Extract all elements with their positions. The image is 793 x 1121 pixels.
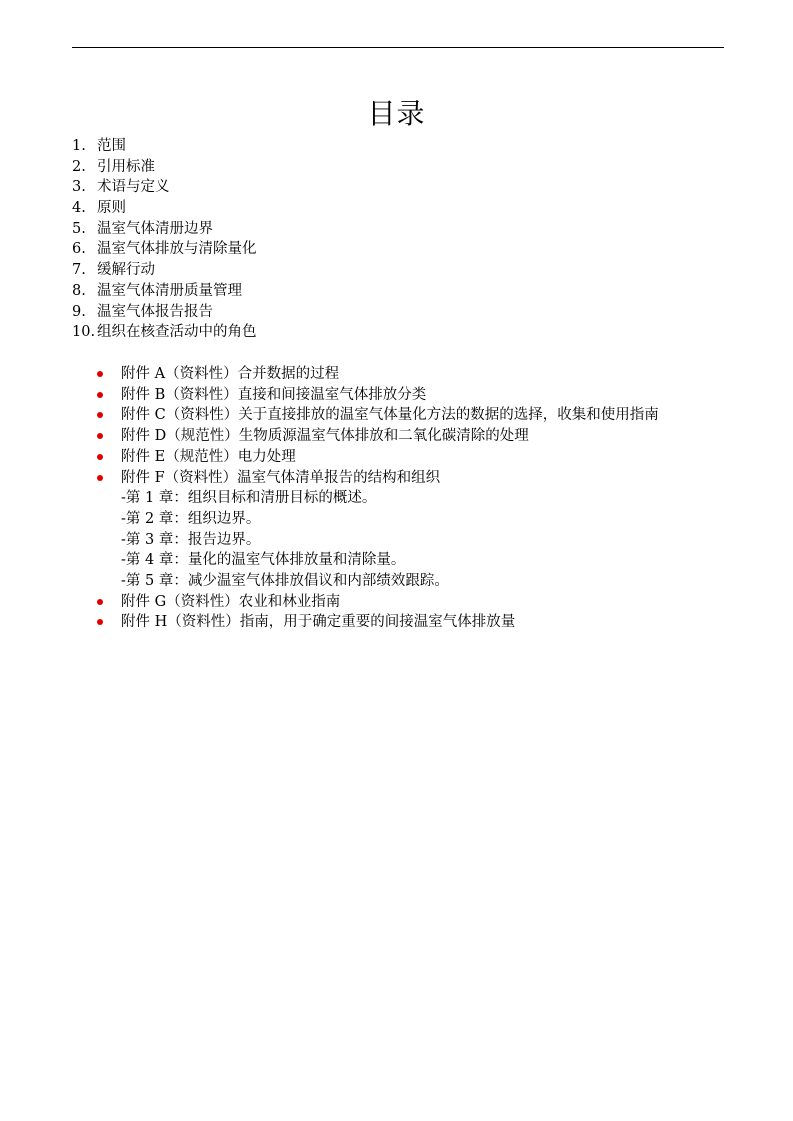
toc-label: 温室气体清册边界 <box>97 220 213 237</box>
toc-item <box>72 302 257 323</box>
toc-label: 引用标准 <box>97 158 155 175</box>
toc-number: 10. <box>72 324 96 341</box>
toc-label: 范围 <box>97 138 126 154</box>
bullet-icon <box>97 475 103 481</box>
table-of-contents <box>72 136 257 343</box>
toc-number: 2. <box>72 158 86 175</box>
annex-label: 附件 C（资料性）关于直接排放的温室气体量化方法的数据的选择，收集和使用指南 <box>121 407 659 424</box>
chapter-item: -第 5 章：减少温室气体排放倡议和内部绩效跟踪。 <box>121 572 449 589</box>
annex-item <box>92 612 659 633</box>
header-rule <box>72 47 724 48</box>
toc-item <box>72 136 257 157</box>
toc-number: 7. <box>72 262 86 279</box>
toc-item <box>72 157 257 178</box>
annex-item <box>92 447 659 468</box>
annex-label: 附件 G（资料性）农业和林业指南 <box>121 593 341 610</box>
toc-item <box>72 177 257 198</box>
toc-item <box>72 198 257 219</box>
annex-label: 附件 D（规范性）生物质源温室气体排放和二氧化碳清除的处理 <box>121 428 529 445</box>
annex-item <box>92 364 659 385</box>
annex-label: 附件 E（规范性）电力处理 <box>121 448 296 465</box>
bullet-icon <box>97 599 103 605</box>
toc-item <box>72 239 257 260</box>
toc-label: 术语与定义 <box>97 179 170 196</box>
annex-label: 附件 A（资料性）合并数据的过程 <box>121 366 340 382</box>
toc-label: 缓解行动 <box>97 262 155 279</box>
toc-number: 1. <box>72 138 86 154</box>
chapter-list <box>121 488 659 591</box>
bullet-icon <box>97 619 103 625</box>
toc-number: 3. <box>72 179 86 196</box>
toc-label: 温室气体清册质量管理 <box>97 282 242 299</box>
toc-label: 原则 <box>97 200 126 217</box>
annex-item <box>92 468 659 592</box>
chapter-item: -第 4 章：量化的温室气体排放量和清除量。 <box>121 552 406 569</box>
annex-item <box>92 405 659 426</box>
toc-number: 8. <box>72 282 86 299</box>
bullet-icon <box>97 392 103 398</box>
annex-item <box>92 385 659 406</box>
toc-item <box>72 260 257 281</box>
toc-label: 温室气体排放与清除量化 <box>97 241 257 258</box>
chapter-item: -第 2 章：组织边界。 <box>121 510 261 527</box>
bullet-icon <box>97 454 103 460</box>
toc-number: 9. <box>72 303 86 320</box>
toc-label: 组织在核查活动中的角色 <box>97 324 257 341</box>
toc-item <box>72 219 257 240</box>
toc-number: 4. <box>72 200 86 217</box>
bullet-icon <box>97 371 103 377</box>
page-title: 目录 <box>367 97 426 130</box>
annex-list <box>92 364 659 633</box>
toc-item <box>72 281 257 302</box>
toc-label: 温室气体报告报告 <box>97 303 213 320</box>
annex-item <box>92 426 659 447</box>
chapter-item: -第 3 章：报告边界。 <box>121 531 261 548</box>
annex-label: 附件 B（资料性）直接和间接温室气体排放分类 <box>121 386 427 403</box>
annex-item <box>92 592 659 613</box>
bullet-icon <box>97 412 103 418</box>
bullet-icon <box>97 433 103 439</box>
toc-number: 5. <box>72 220 86 237</box>
annex-label: 附件 H（资料性）指南，用于确定重要的间接温室气体排放量 <box>121 614 516 631</box>
toc-number: 6. <box>72 241 86 258</box>
annex-label: 附件 F（资料性）温室气体清单报告的结构和组织 <box>121 469 441 486</box>
chapter-item: -第 1 章：组织目标和清册目标的概述。 <box>121 490 377 507</box>
toc-item <box>72 322 257 343</box>
